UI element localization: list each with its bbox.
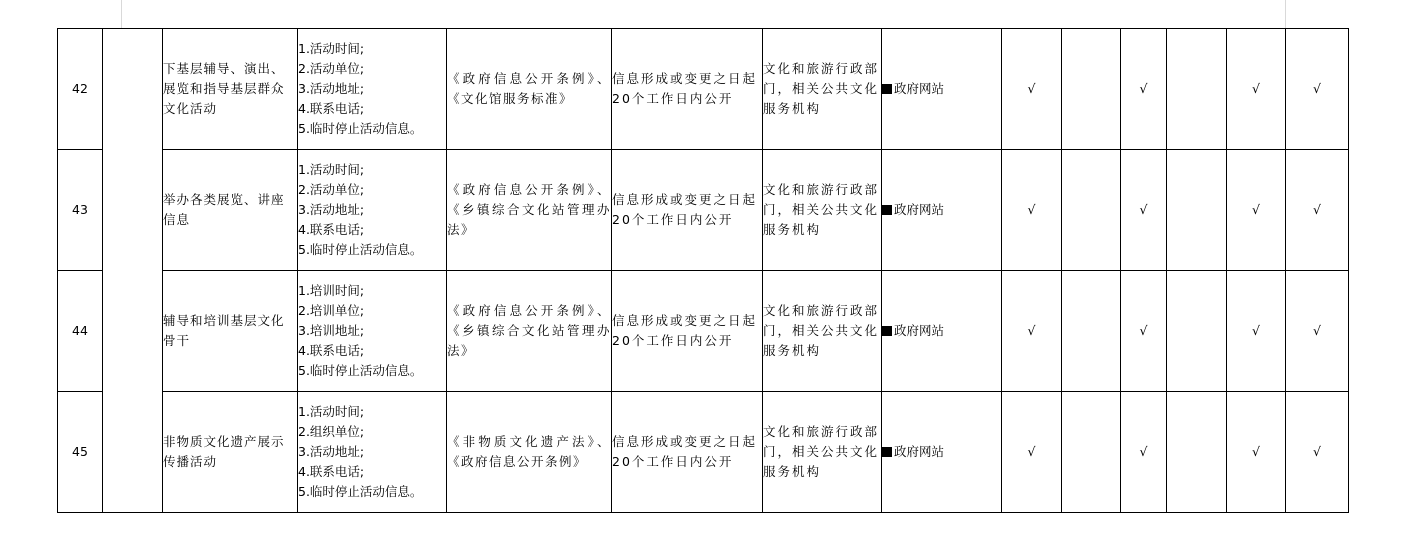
subject-cell: 文化和旅游行政部门，相关公共文化服务机构 <box>763 29 882 150</box>
content-line: 3.活动地址; <box>298 202 365 217</box>
time-limit-cell: 信息形成或变更之日起20个工作日内公开 <box>612 29 763 150</box>
table-row <box>58 271 1349 392</box>
content-line: 2.活动单位; <box>298 182 365 197</box>
row-number: 42 <box>58 29 103 150</box>
channel-label: 政府网站 <box>894 81 945 96</box>
content-line: 1.培训时间; <box>298 283 365 298</box>
time-limit-cell: 信息形成或变更之日起20个工作日内公开 <box>612 271 763 392</box>
table-row <box>58 29 1349 150</box>
subject-cell: 文化和旅游行政部门，相关公共文化服务机构 <box>763 392 882 513</box>
basis-cell: 《政府信息公开条例》、《文化馆服务标准》 <box>447 29 612 150</box>
content-line: 4.联系电话; <box>298 222 365 237</box>
channel-label: 政府网站 <box>894 444 945 459</box>
tick-cell <box>1167 29 1227 150</box>
subject-cell: 文化和旅游行政部门，相关公共文化服务机构 <box>763 150 882 271</box>
item-cell: 辅导和培训基层文化骨干 <box>163 271 298 392</box>
checkbox-filled-icon <box>882 84 892 94</box>
content-cell <box>298 29 447 150</box>
tick-cell <box>1062 29 1121 150</box>
content-cell <box>298 392 447 513</box>
subject-cell: 文化和旅游行政部门，相关公共文化服务机构 <box>763 271 882 392</box>
margin-guide-right <box>1285 0 1286 28</box>
tick-cell: √ <box>1002 150 1062 271</box>
tick-cell: √ <box>1286 29 1349 150</box>
table-row <box>58 150 1349 271</box>
content-cell <box>298 150 447 271</box>
tick-cell <box>1167 392 1227 513</box>
tick-cell: √ <box>1286 392 1349 513</box>
checkbox-filled-icon <box>882 205 892 215</box>
content-cell <box>298 271 447 392</box>
content-line: 5.临时停止活动信息。 <box>298 484 423 499</box>
tick-cell: √ <box>1286 150 1349 271</box>
category-cell-merged <box>103 29 163 513</box>
content-line: 5.临时停止活动信息。 <box>298 121 423 136</box>
content-line: 1.活动时间; <box>298 162 365 177</box>
time-limit-cell: 信息形成或变更之日起20个工作日内公开 <box>612 150 763 271</box>
checkbox-filled-icon <box>882 447 892 457</box>
tick-cell: √ <box>1227 150 1286 271</box>
content-line: 1.活动时间; <box>298 41 365 56</box>
content-line: 2.活动单位; <box>298 61 365 76</box>
tick-cell: √ <box>1002 392 1062 513</box>
table-row <box>58 392 1349 513</box>
content-line: 1.活动时间; <box>298 404 365 419</box>
tick-cell: √ <box>1121 271 1167 392</box>
time-limit-cell: 信息形成或变更之日起20个工作日内公开 <box>612 392 763 513</box>
content-line: 2.组织单位; <box>298 424 365 439</box>
channel-cell <box>882 271 1002 392</box>
tick-cell: √ <box>1227 392 1286 513</box>
tick-cell: √ <box>1286 271 1349 392</box>
margin-guide-left <box>121 0 122 28</box>
row-number: 44 <box>58 271 103 392</box>
content-line: 3.活动地址; <box>298 81 365 96</box>
channel-cell <box>882 29 1002 150</box>
basis-cell: 《非物质文化遗产法》、《政府信息公开条例》 <box>447 392 612 513</box>
tick-cell <box>1062 392 1121 513</box>
content-line: 2.培训单位; <box>298 303 365 318</box>
content-line: 3.活动地址; <box>298 444 365 459</box>
row-number: 43 <box>58 150 103 271</box>
disclosure-table <box>57 28 1349 513</box>
tick-cell: √ <box>1121 392 1167 513</box>
channel-cell <box>882 392 1002 513</box>
channel-label: 政府网站 <box>894 323 945 338</box>
tick-cell: √ <box>1002 29 1062 150</box>
content-line: 3.培训地址; <box>298 323 365 338</box>
content-line: 4.联系电话; <box>298 101 365 116</box>
item-cell: 下基层辅导、演出、展览和指导基层群众文化活动 <box>163 29 298 150</box>
tick-cell: √ <box>1121 150 1167 271</box>
row-number: 45 <box>58 392 103 513</box>
tick-cell: √ <box>1121 29 1167 150</box>
item-cell: 非物质文化遗产展示传播活动 <box>163 392 298 513</box>
tick-cell <box>1167 271 1227 392</box>
content-line: 5.临时停止活动信息。 <box>298 242 423 257</box>
tick-cell: √ <box>1227 29 1286 150</box>
tick-cell: √ <box>1227 271 1286 392</box>
tick-cell <box>1167 150 1227 271</box>
content-line: 4.联系电话; <box>298 343 365 358</box>
basis-cell: 《政府信息公开条例》、《乡镇综合文化站管理办法》 <box>447 150 612 271</box>
checkbox-filled-icon <box>882 326 892 336</box>
tick-cell <box>1062 271 1121 392</box>
content-line: 5.临时停止活动信息。 <box>298 363 423 378</box>
basis-cell: 《政府信息公开条例》、《乡镇综合文化站管理办法》 <box>447 271 612 392</box>
item-cell: 举办各类展览、讲座信息 <box>163 150 298 271</box>
tick-cell: √ <box>1002 271 1062 392</box>
channel-label: 政府网站 <box>894 202 945 217</box>
tick-cell <box>1062 150 1121 271</box>
channel-cell <box>882 150 1002 271</box>
content-line: 4.联系电话; <box>298 464 365 479</box>
